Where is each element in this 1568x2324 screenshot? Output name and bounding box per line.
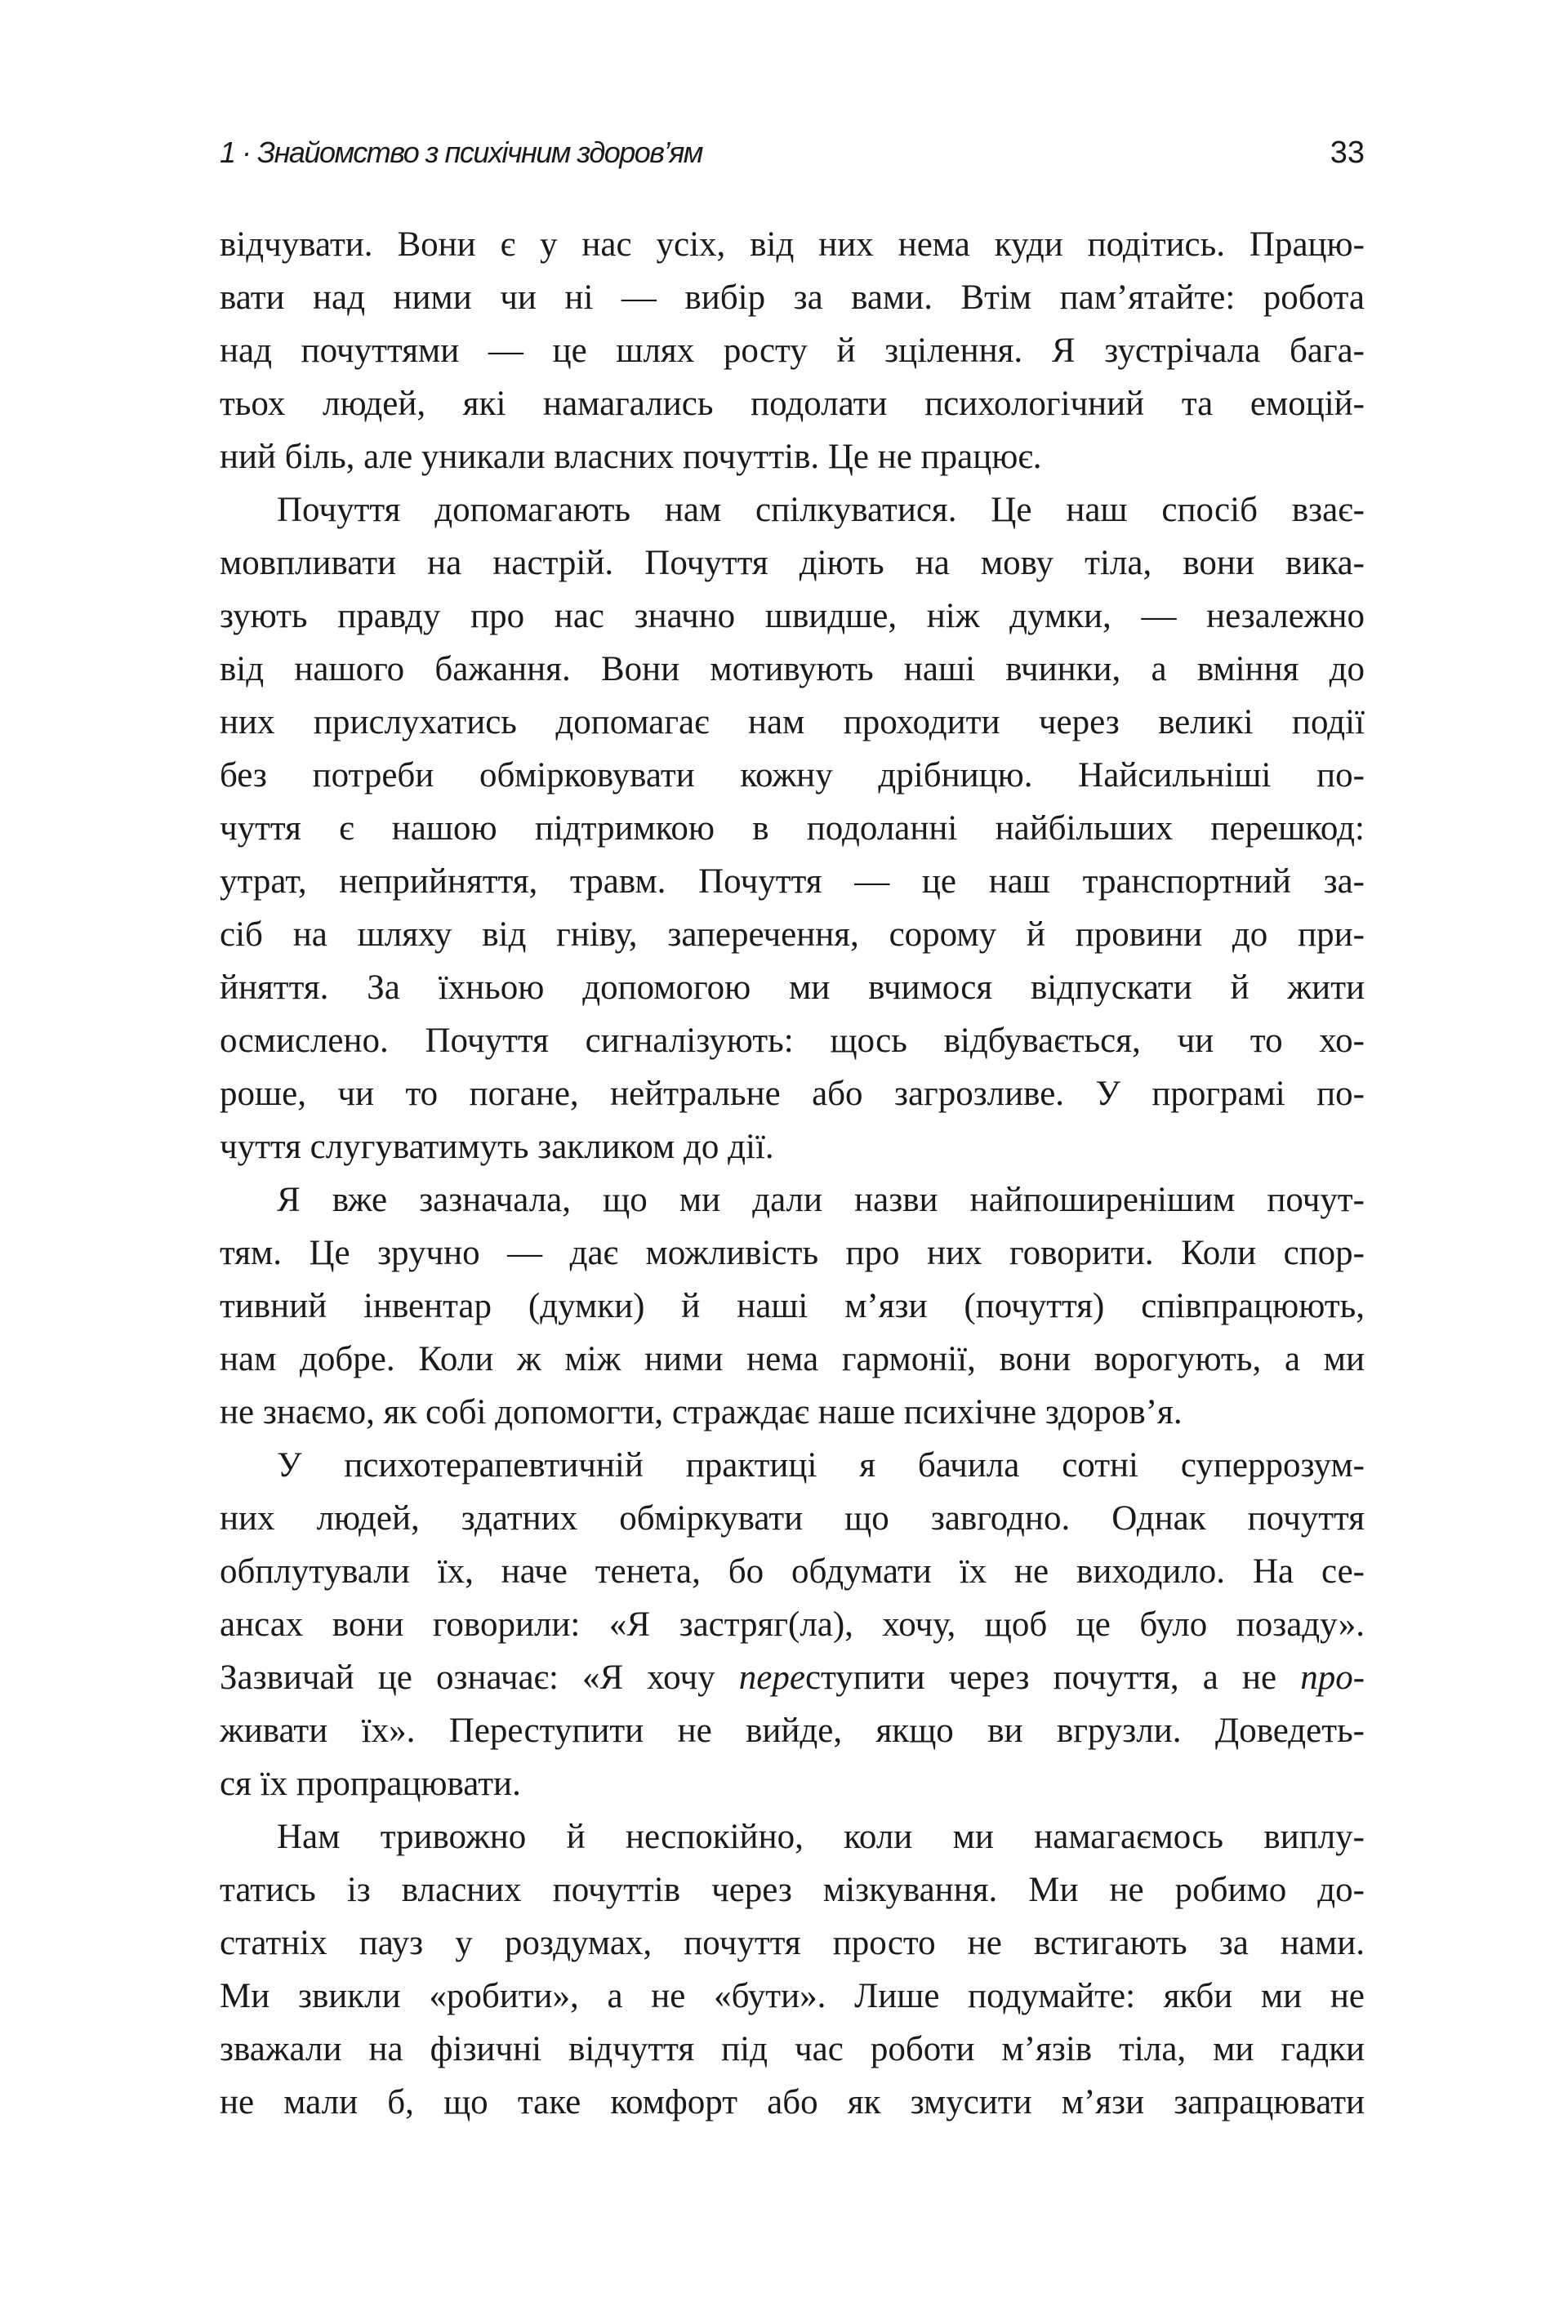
paragraph [220, 483, 1365, 1173]
paragraph [220, 1810, 1365, 2129]
text-line: роше, чи то погане, нейтральне або загрозливе. У програмі по- [220, 1075, 1365, 1113]
running-head [220, 131, 1365, 175]
emphasis-text: пере [738, 1658, 805, 1697]
text-line: тивний інвентар (думки) й наші м’язи (почуття) співпрацюють, [220, 1287, 1365, 1325]
text-line: статніх пауз у роздумах, почуття просто не встигають за нами. [220, 1924, 1365, 1962]
text-line: від нашого бажання. Вони мотивують наші вчинки, а вміння до [220, 650, 1365, 688]
text-line: Нам тривожно й неспокійно, коли ми намагаємось виплу- [277, 1818, 1365, 1856]
text-line: зважали на фізичні відчуття під час роботи м’язів тіла, ми гадки [220, 2030, 1365, 2068]
text-line: мовпливати на настрій. Почуття діють на мову тіла, вони вика- [220, 544, 1365, 582]
text-line [220, 1651, 1365, 1704]
paragraph [220, 218, 1365, 483]
text-line: осмислено. Почуття сигналізують: щось відбувається, чи то хо- [220, 1022, 1365, 1060]
text-line: ансах вони говорили: «Я застряг(ла), хочу, щоб це було позаду». [220, 1605, 1365, 1644]
text-line: не знаємо, як собі допомогти, страждає наше психічне здоров’я. [220, 1393, 1183, 1431]
paragraph [220, 1173, 1365, 1439]
text-line: тям. Це зручно — дає можливість про них говорити. Коли спор- [220, 1234, 1365, 1272]
emphasis-text: про- [1300, 1658, 1365, 1697]
text-line: відчувати. Вони є у нас усіх, від них нема куди подітись. Працю- [220, 225, 1365, 264]
page-number: 33 [1330, 135, 1365, 170]
text-line: ся їх пропрацювати. [220, 1765, 521, 1803]
body-text [220, 218, 1365, 2129]
text-line: них прислухатись допомагає нам проходити через великі події [220, 703, 1365, 741]
text-line: Почуття допомагають нам спілкуватися. Це наш спосіб взає- [277, 491, 1365, 529]
text-segment: Зазвичай це означає: «Я хочу [220, 1658, 739, 1697]
text-line: Я вже зазначала, що ми дали назви найпоширенішим почут- [277, 1181, 1365, 1219]
text-line: ний біль, але уникали власних почуттів. Це не працює. [220, 438, 1042, 476]
text-line: нам добре. Коли ж між ними нема гармонії, вони ворогують, а ми [220, 1340, 1365, 1378]
text-line: над почуттями — це шлях росту й зцілення. Я зустрічала бага- [220, 332, 1365, 370]
text-line: чуття слугуватимуть закликом до дії. [220, 1128, 774, 1166]
paragraph [220, 1439, 1365, 1810]
text-line: вати над ними чи ні — вибір за вами. Втім пам’ятайте: робота [220, 278, 1365, 317]
text-line: не мали б, що таке комфорт або як змусити м’язи запрацювати [220, 2083, 1365, 2121]
text-line: чуття є нашою підтримкою в подоланні найбільших перешкод: [220, 809, 1365, 848]
text-line: утрат, неприйняття, травм. Почуття — це наш транспортний за- [220, 862, 1365, 901]
text-segment: ступити через почуття, а не [804, 1658, 1301, 1697]
text-line: них людей, здатних обміркувати що завгодно. Однак почуття [220, 1499, 1365, 1538]
text-line: зують правду про нас значно швидше, ніж думки, — незалежно [220, 597, 1365, 635]
text-line: обплутували їх, наче тенета, бо обдумати їх не виходило. На се- [220, 1552, 1365, 1591]
text-line: живати їх». Переступити не вийде, якщо ви вгрузли. Доведеть- [220, 1712, 1365, 1750]
text-line: Ми звикли «робити», а не «бути». Лише подумайте: якби ми не [220, 1977, 1365, 2015]
text-line: У психотерапевтичній практиці я бачила сотні суперрозум- [277, 1446, 1365, 1485]
text-line: йняття. За їхньою допомогою ми вчимося відпускати й жити [220, 968, 1365, 1007]
text-line: без потреби обмірковувати кожну дрібницю. Найсильніші по- [220, 756, 1365, 795]
chapter-title: 1 · Знайомство з психічним здоров’ям [220, 136, 702, 169]
text-line: тьох людей, які намагались подолати психологічний та емоцій- [220, 385, 1365, 423]
text-line: татись із власних почуттів через мізкування. Ми не робимо до- [220, 1871, 1365, 1909]
text-line: сіб на шляху від гніву, заперечення, сорому й провини до при- [220, 915, 1365, 954]
